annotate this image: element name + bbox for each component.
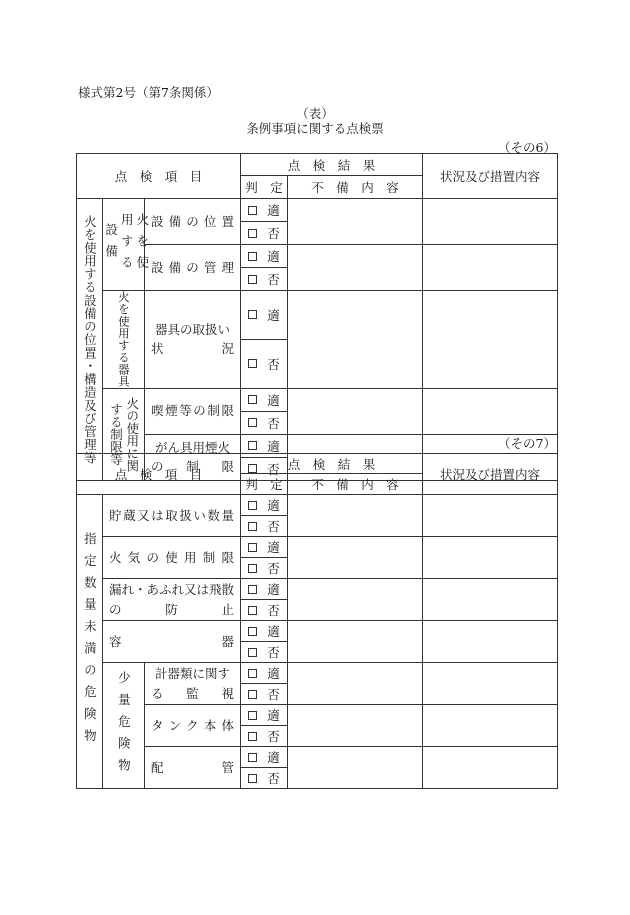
item-label: 貯蔵又は取扱い数量: [103, 495, 241, 537]
checkbox-icon[interactable]: [248, 441, 257, 450]
sub-label: 火を使用する設備: [103, 199, 145, 291]
checkbox-icon[interactable]: [248, 753, 257, 762]
col-judge-header: 判 定: [241, 176, 288, 199]
checkbox-icon[interactable]: [248, 585, 257, 594]
judge-ng[interactable]: 否: [241, 411, 288, 434]
part-label-7: （その7）: [498, 436, 556, 451]
checkbox-icon[interactable]: [248, 206, 257, 215]
item-label: 計器類に関する監視: [145, 663, 241, 705]
col-result-header: 点 検 結 果: [241, 454, 423, 474]
item-label: タンク本体: [145, 705, 241, 747]
item-label: 器具の取扱い状況: [145, 291, 241, 389]
checkbox-icon[interactable]: [248, 774, 257, 783]
judge-ng[interactable]: 否: [241, 339, 288, 388]
judge-ok[interactable]: 適: [241, 747, 288, 768]
defect-cell[interactable]: [288, 579, 423, 621]
judge-ok[interactable]: 適: [241, 434, 288, 457]
checkbox-icon[interactable]: [248, 669, 257, 678]
status-cell[interactable]: [423, 579, 558, 621]
judge-ng[interactable]: 否: [241, 268, 288, 291]
judge-ng[interactable]: 否: [241, 600, 288, 621]
checkbox-icon[interactable]: [248, 732, 257, 741]
item-label: 設備の位置: [145, 199, 241, 245]
header-sub: （表）: [296, 106, 334, 121]
checkbox-icon[interactable]: [248, 627, 257, 636]
checkbox-icon[interactable]: [248, 690, 257, 699]
checkbox-icon[interactable]: [248, 564, 257, 573]
judge-ng[interactable]: 否: [241, 642, 288, 663]
judge-ok[interactable]: 適: [241, 388, 288, 411]
status-cell[interactable]: [423, 245, 558, 291]
judge-ng[interactable]: 否: [241, 768, 288, 789]
judge-ok[interactable]: 適: [241, 579, 288, 600]
inspection-table-6: [76, 153, 558, 481]
judge-ok[interactable]: 適: [241, 621, 288, 642]
col-status-header: 状況及び措置内容: [423, 454, 558, 495]
part-label-6: （その6）: [498, 140, 556, 155]
defect-cell[interactable]: [288, 621, 423, 663]
status-cell[interactable]: [423, 663, 558, 705]
checkbox-icon[interactable]: [248, 648, 257, 657]
judge-ok[interactable]: 適: [241, 291, 288, 340]
inspection-table-7: [76, 453, 558, 789]
defect-cell[interactable]: [288, 291, 423, 389]
checkbox-icon[interactable]: [248, 229, 257, 238]
status-cell[interactable]: [423, 291, 558, 389]
defect-cell[interactable]: [288, 537, 423, 579]
item-label: がん具用煙火の制限: [145, 434, 241, 480]
defect-cell[interactable]: [288, 495, 423, 537]
judge-ok[interactable]: 適: [241, 199, 288, 222]
page-title: 条例事項に関する点検票: [246, 121, 384, 136]
col-result-header: 点 検 結 果: [241, 154, 423, 176]
judge-ng[interactable]: 否: [241, 726, 288, 747]
checkbox-icon[interactable]: [248, 606, 257, 615]
sub-label: 火の使用に関する制限等: [103, 388, 145, 480]
status-cell[interactable]: [423, 747, 558, 789]
sub-label: 少量危険物: [103, 663, 145, 789]
checkbox-icon[interactable]: [248, 359, 257, 368]
status-cell[interactable]: [423, 705, 558, 747]
judge-ng[interactable]: 否: [241, 457, 288, 480]
judge-ng[interactable]: 否: [241, 516, 288, 537]
group-label: 指定数量未満の危険物: [77, 495, 103, 789]
defect-cell[interactable]: [288, 199, 423, 245]
defect-cell[interactable]: [288, 705, 423, 747]
judge-ok[interactable]: 適: [241, 663, 288, 684]
judge-ok[interactable]: 適: [241, 495, 288, 516]
judge-ok[interactable]: 適: [241, 705, 288, 726]
col-items-header: 点 検 項 目: [77, 454, 241, 495]
defect-cell[interactable]: [288, 663, 423, 705]
sub-label: 火を使用する器具: [103, 291, 145, 389]
checkbox-icon[interactable]: [248, 395, 257, 404]
checkbox-icon[interactable]: [248, 543, 257, 552]
judge-ng[interactable]: 否: [241, 558, 288, 579]
col-judge-header: 判 定: [241, 474, 288, 495]
checkbox-icon[interactable]: [248, 522, 257, 531]
judge-ok[interactable]: 適: [241, 537, 288, 558]
defect-cell[interactable]: [288, 245, 423, 291]
col-status-header: 状況及び措置内容: [423, 154, 558, 199]
item-label: 火気の使用制限: [103, 537, 241, 579]
status-cell[interactable]: [423, 199, 558, 245]
checkbox-icon[interactable]: [248, 310, 257, 319]
checkbox-icon[interactable]: [248, 501, 257, 510]
judge-ng[interactable]: 否: [241, 684, 288, 705]
group-label: 火を使用する設備の位置・構造及び管理等: [77, 199, 103, 481]
checkbox-icon[interactable]: [248, 252, 257, 261]
status-cell[interactable]: [423, 388, 558, 434]
item-label: 設備の管理: [145, 245, 241, 291]
item-label: 喫煙等の制限: [145, 388, 241, 434]
col-defect-header: 不 備 内 容: [288, 176, 423, 199]
item-label: 配管: [145, 747, 241, 789]
defect-cell[interactable]: [288, 388, 423, 434]
status-cell[interactable]: [423, 537, 558, 579]
status-cell[interactable]: [423, 621, 558, 663]
checkbox-icon[interactable]: [248, 711, 257, 720]
defect-cell[interactable]: [288, 747, 423, 789]
item-label: 漏れ・あふれ又は飛散の防止: [103, 579, 241, 621]
col-items-header: 点 検 項 目: [77, 154, 241, 199]
form-number: 様式第2号（第7条関係）: [78, 85, 219, 100]
checkbox-icon[interactable]: [248, 418, 257, 427]
col-defect-header: 不 備 内 容: [288, 474, 423, 495]
judge-ng[interactable]: 否: [241, 222, 288, 245]
item-label: 容器: [103, 621, 241, 663]
status-cell[interactable]: [423, 495, 558, 537]
judge-ok[interactable]: 適: [241, 245, 288, 268]
checkbox-icon[interactable]: [248, 275, 257, 284]
